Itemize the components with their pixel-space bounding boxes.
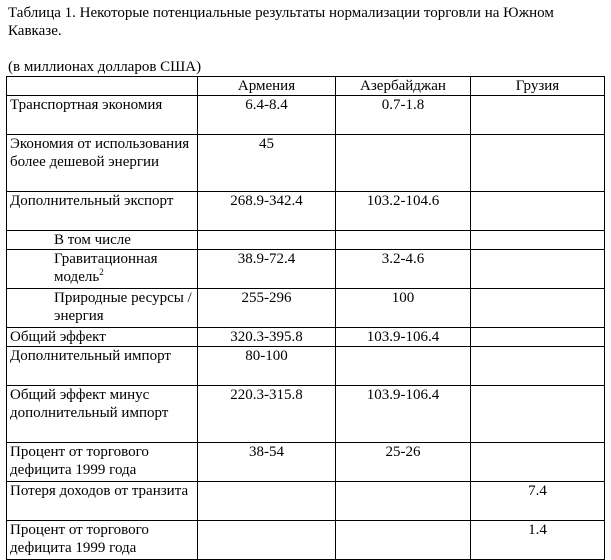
row-label-text: Гравитационная модель — [54, 251, 158, 285]
cell-azerbaijan — [336, 482, 471, 521]
cell-azerbaijan: 103.9-106.4 — [336, 328, 471, 347]
cell-georgia — [471, 386, 605, 443]
table-title: Таблица 1. Некоторые потенциальные результаты нормализации торговли на Южном Кавказе. — [8, 5, 554, 39]
cell-armenia — [198, 231, 336, 250]
cell-azerbaijan — [336, 135, 471, 192]
column-header-armenia: Армения — [198, 77, 336, 96]
table-row — [7, 328, 605, 347]
cell-georgia — [471, 135, 605, 192]
cell-georgia — [471, 347, 605, 386]
units-note: (в миллионах долларов США) — [8, 59, 202, 75]
cell-georgia: 1.4 — [471, 521, 605, 560]
cell-azerbaijan — [336, 521, 471, 560]
column-header-azerbaijan: Азербайджан — [336, 77, 471, 96]
table-row — [7, 135, 605, 192]
row-label: Процент от торгового дефицита 1999 года — [7, 443, 198, 482]
cell-azerbaijan: 100 — [336, 289, 471, 328]
table-row — [7, 347, 605, 386]
cell-georgia — [471, 192, 605, 231]
cell-armenia — [198, 482, 336, 521]
table-row — [7, 482, 605, 521]
cell-armenia: 38.9-72.4 — [198, 250, 336, 289]
cell-armenia: 45 — [198, 135, 336, 192]
row-label: Транспортная экономия — [7, 96, 198, 135]
cell-georgia — [471, 328, 605, 347]
column-header-blank — [7, 77, 198, 96]
row-label: Потеря доходов от транзита — [7, 482, 198, 521]
cell-azerbaijan: 103.9-106.4 — [336, 386, 471, 443]
row-label — [7, 250, 198, 289]
cell-georgia — [471, 96, 605, 135]
table-row — [7, 521, 605, 560]
row-label: Экономия от использования более дешевой энергии — [7, 135, 198, 192]
cell-azerbaijan — [336, 231, 471, 250]
table-row — [7, 96, 605, 135]
cell-armenia: 6.4-8.4 — [198, 96, 336, 135]
header-row — [7, 77, 605, 96]
table-row — [7, 443, 605, 482]
row-label: Общий эффект минус дополнительный импорт — [7, 386, 198, 443]
table-row — [7, 231, 605, 250]
row-label: Общий эффект — [7, 328, 198, 347]
row-label: Дополнительный импорт — [7, 347, 198, 386]
cell-armenia: 268.9-342.4 — [198, 192, 336, 231]
cell-armenia: 255-296 — [198, 289, 336, 328]
cell-azerbaijan: 103.2-104.6 — [336, 192, 471, 231]
row-label: В том числе — [7, 231, 198, 250]
table-row — [7, 192, 605, 231]
cell-armenia: 220.3-315.8 — [198, 386, 336, 443]
row-label: Дополнительный экспорт — [7, 192, 198, 231]
cell-armenia: 38-54 — [198, 443, 336, 482]
cell-azerbaijan: 0.7-1.8 — [336, 96, 471, 135]
footnote-marker: 2 — [99, 267, 104, 277]
column-header-georgia: Грузия — [471, 77, 605, 96]
cell-azerbaijan: 3.2-4.6 — [336, 250, 471, 289]
row-label: Процент от торгового дефицита 1999 года — [7, 521, 198, 560]
table-row — [7, 289, 605, 328]
cell-armenia — [198, 521, 336, 560]
table-row — [7, 250, 605, 289]
cell-georgia — [471, 231, 605, 250]
cell-azerbaijan: 25-26 — [336, 443, 471, 482]
cell-georgia: 7.4 — [471, 482, 605, 521]
cell-armenia: 80-100 — [198, 347, 336, 386]
cell-armenia: 320.3-395.8 — [198, 328, 336, 347]
table-row — [7, 386, 605, 443]
row-label: Природные ресурсы / энергия — [7, 289, 198, 328]
cell-azerbaijan — [336, 347, 471, 386]
cell-georgia — [471, 250, 605, 289]
cell-georgia — [471, 289, 605, 328]
cell-georgia — [471, 443, 605, 482]
results-table — [6, 76, 605, 560]
